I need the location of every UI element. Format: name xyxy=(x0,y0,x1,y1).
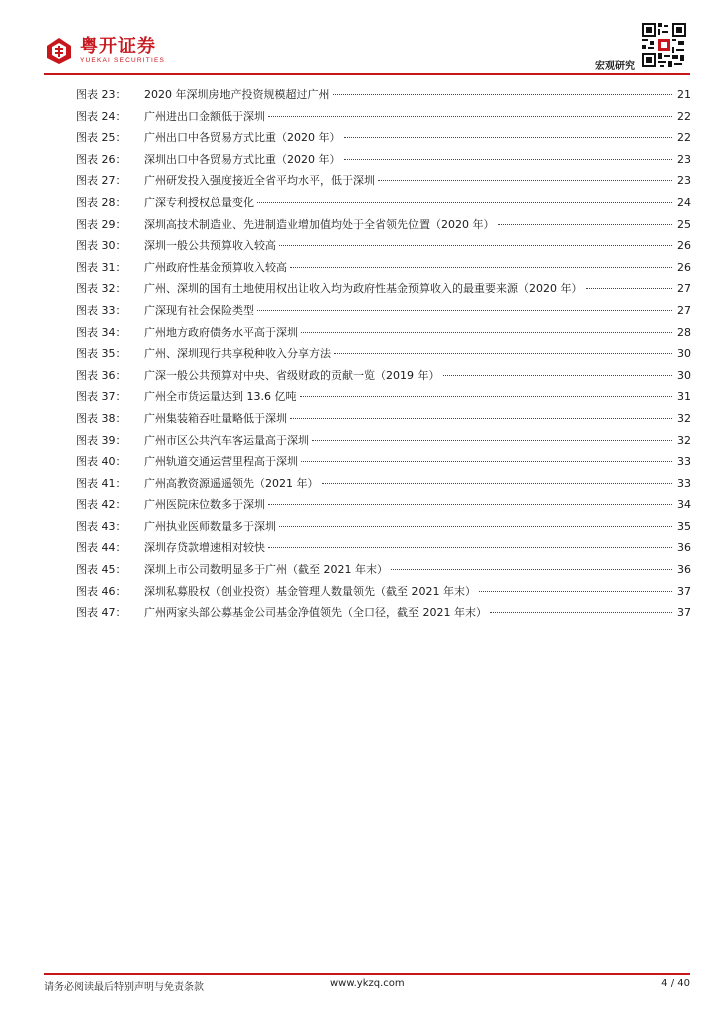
figure-title: 深圳存贷款增速相对较快 xyxy=(144,541,265,555)
figure-list xyxy=(76,86,691,626)
figure-title: 深圳上市公司数明显多于广州（截至 2021 年末） xyxy=(144,563,388,577)
figure-title: 广州政府性基金预算收入较高 xyxy=(144,260,287,274)
figure-page-number: 33 xyxy=(677,476,691,490)
dot-leader xyxy=(268,547,672,548)
dot-leader xyxy=(498,224,673,225)
dot-leader xyxy=(257,310,672,311)
dot-leader xyxy=(443,375,673,376)
figure-page-number: 26 xyxy=(677,260,691,274)
qr-code-icon xyxy=(640,21,688,69)
figure-page-number: 32 xyxy=(677,411,691,425)
figure-label: 图表 30： xyxy=(76,239,127,253)
figure-title: 广州两家头部公募基金公司基金净值领先（全口径，截至 2021 年末） xyxy=(144,606,487,620)
figure-page-number: 31 xyxy=(677,390,691,404)
figure-page-number: 24 xyxy=(677,195,691,209)
figure-page-number: 37 xyxy=(677,584,691,598)
figure-title: 广州全市货运量达到 13.6 亿吨 xyxy=(144,390,297,404)
dot-leader xyxy=(586,288,673,289)
figure-title: 深圳高技术制造业、先进制造业增加值均处于全省领先位置（2020 年） xyxy=(144,217,495,231)
figure-list-item[interactable] xyxy=(76,496,691,518)
figure-title: 广州高教资源遥遥领先（2021 年） xyxy=(144,476,319,490)
brand-name-cn: 粤开证券 xyxy=(80,35,156,57)
figure-title: 广州医院床位数多于深圳 xyxy=(144,498,265,512)
figure-label: 图表 36： xyxy=(76,368,127,382)
figure-title: 广深现有社会保险类型 xyxy=(144,303,254,317)
dot-leader xyxy=(268,504,672,505)
dot-leader xyxy=(378,180,672,181)
website-link[interactable]: www.ykzq.com xyxy=(330,978,405,989)
page-header xyxy=(0,0,724,80)
figure-page-number: 23 xyxy=(677,174,691,188)
figure-list-item[interactable] xyxy=(76,604,691,626)
figure-label: 图表 37： xyxy=(76,390,127,404)
figure-list-item[interactable] xyxy=(76,432,691,454)
figure-title: 深圳一般公共预算收入较高 xyxy=(144,239,276,253)
figure-title: 广州研发投入强度接近全省平均水平，低于深圳 xyxy=(144,174,375,188)
header-divider xyxy=(44,73,690,75)
figure-page-number: 22 xyxy=(677,109,691,123)
figure-list-item[interactable] xyxy=(76,172,691,194)
figure-label: 图表 34： xyxy=(76,325,127,339)
dot-leader xyxy=(479,591,672,592)
dot-leader xyxy=(268,116,672,117)
figure-title: 广州地方政府债务水平高于深圳 xyxy=(144,325,298,339)
disclaimer-note: 请务必阅读最后特别声明与免责条款 xyxy=(44,982,204,993)
figure-label: 图表 28： xyxy=(76,195,127,209)
figure-label: 图表 38： xyxy=(76,411,127,425)
figure-list-item[interactable] xyxy=(76,367,691,389)
figure-label: 图表 43： xyxy=(76,519,127,533)
figure-page-number: 32 xyxy=(677,433,691,447)
figure-title: 广州、深圳的国有土地使用权出让收入均为政府性基金预算收入的最重要来源（2020 年） xyxy=(144,282,583,296)
dot-leader xyxy=(344,137,673,138)
figure-label: 图表 33： xyxy=(76,303,127,317)
dot-leader xyxy=(334,353,672,354)
figure-label: 图表 29： xyxy=(76,217,127,231)
dot-leader xyxy=(312,440,672,441)
figure-title: 深圳出口中各贸易方式比重（2020 年） xyxy=(144,152,341,166)
figure-list-item[interactable] xyxy=(76,151,691,173)
figure-title: 广深专利授权总量变化 xyxy=(144,195,254,209)
figure-page-number: 27 xyxy=(677,282,691,296)
figure-list-item[interactable] xyxy=(76,561,691,583)
figure-list-item[interactable] xyxy=(76,583,691,605)
company-logo xyxy=(44,36,165,66)
figure-list-item[interactable] xyxy=(76,345,691,367)
dot-leader xyxy=(344,159,673,160)
figure-list-item[interactable] xyxy=(76,388,691,410)
figure-label: 图表 31： xyxy=(76,260,127,274)
figure-title: 广州出口中各贸易方式比重（2020 年） xyxy=(144,131,341,145)
figure-label: 图表 23： xyxy=(76,88,127,101)
figure-list-item[interactable] xyxy=(76,518,691,540)
figure-label: 图表 32： xyxy=(76,282,127,296)
dot-leader xyxy=(300,396,673,397)
figure-label: 图表 46： xyxy=(76,584,127,598)
figure-label: 图表 26： xyxy=(76,152,127,166)
section-label: 宏观研究 xyxy=(595,61,635,72)
dot-leader xyxy=(333,94,673,95)
dot-leader xyxy=(301,461,672,462)
figure-page-number: 36 xyxy=(677,541,691,555)
figure-list-item[interactable] xyxy=(76,302,691,324)
figure-label: 图表 44： xyxy=(76,541,127,555)
figure-page-number: 30 xyxy=(677,368,691,382)
figure-label: 图表 40： xyxy=(76,455,127,469)
figure-list-item[interactable] xyxy=(76,539,691,561)
dot-leader xyxy=(322,483,673,484)
figure-page-number: 21 xyxy=(677,88,691,101)
figure-title: 广州进出口金额低于深圳 xyxy=(144,109,265,123)
figure-page-number: 22 xyxy=(677,131,691,145)
figure-label: 图表 25： xyxy=(76,131,127,145)
figure-list-item[interactable] xyxy=(76,410,691,432)
yuekai-logo-icon xyxy=(44,36,74,66)
dot-leader xyxy=(490,612,672,613)
dot-leader xyxy=(391,569,672,570)
figure-list-item[interactable] xyxy=(76,324,691,346)
figure-label: 图表 24： xyxy=(76,109,127,123)
footer-divider xyxy=(44,973,690,975)
figure-title: 广州集装箱吞吐量略低于深圳 xyxy=(144,411,287,425)
figure-page-number: 36 xyxy=(677,563,691,577)
figure-list-item[interactable] xyxy=(76,237,691,259)
figure-label: 图表 27： xyxy=(76,174,127,188)
figure-label: 图表 47： xyxy=(76,606,127,620)
figure-page-number: 23 xyxy=(677,152,691,166)
dot-leader xyxy=(290,267,672,268)
figure-list-item[interactable] xyxy=(76,216,691,238)
figure-title: 广深一般公共预算对中央、省级财政的贡献一览（2019 年） xyxy=(144,368,440,382)
figure-title: 广州执业医师数量多于深圳 xyxy=(144,519,276,533)
figure-title: 广州、深圳现行共享税种收入分享方法 xyxy=(144,347,331,361)
dot-leader xyxy=(301,332,672,333)
figure-label: 图表 39： xyxy=(76,433,127,447)
brand-name-en: YUEKAI SECURITIES xyxy=(80,56,166,64)
figure-list-item[interactable] xyxy=(76,129,691,151)
figure-title: 2020 年深圳房地产投资规模超过广州 xyxy=(144,88,330,101)
figure-page-number: 34 xyxy=(677,498,691,512)
figure-list-item[interactable] xyxy=(76,453,691,475)
figure-page-number: 27 xyxy=(677,303,691,317)
figure-page-number: 33 xyxy=(677,455,691,469)
figure-label: 图表 41： xyxy=(76,476,127,490)
figure-label: 图表 35： xyxy=(76,347,127,361)
figure-label: 图表 42： xyxy=(76,498,127,512)
figure-list-item[interactable] xyxy=(76,259,691,281)
figure-title: 广州轨道交通运营里程高于深圳 xyxy=(144,455,298,469)
dot-leader xyxy=(257,202,672,203)
figure-page-number: 37 xyxy=(677,606,691,620)
figure-list-item[interactable] xyxy=(76,194,691,216)
figure-list-item[interactable] xyxy=(76,475,691,497)
figure-title: 广州市区公共汽车客运量高于深圳 xyxy=(144,433,309,447)
figure-page-number: 35 xyxy=(677,519,691,533)
figure-list-item[interactable] xyxy=(76,86,691,108)
figure-page-number: 30 xyxy=(677,347,691,361)
figure-label: 图表 45： xyxy=(76,563,127,577)
figure-list-item[interactable] xyxy=(76,108,691,130)
figure-page-number: 26 xyxy=(677,239,691,253)
dot-leader xyxy=(279,245,672,246)
figure-list-item[interactable] xyxy=(76,280,691,302)
page-number: 4 / 40 xyxy=(661,978,690,989)
dot-leader xyxy=(279,526,672,527)
figure-title: 深圳私募股权（创业投资）基金管理人数量领先（截至 2021 年末） xyxy=(144,584,476,598)
figure-page-number: 28 xyxy=(677,325,691,339)
figure-page-number: 25 xyxy=(677,217,691,231)
dot-leader xyxy=(290,418,672,419)
